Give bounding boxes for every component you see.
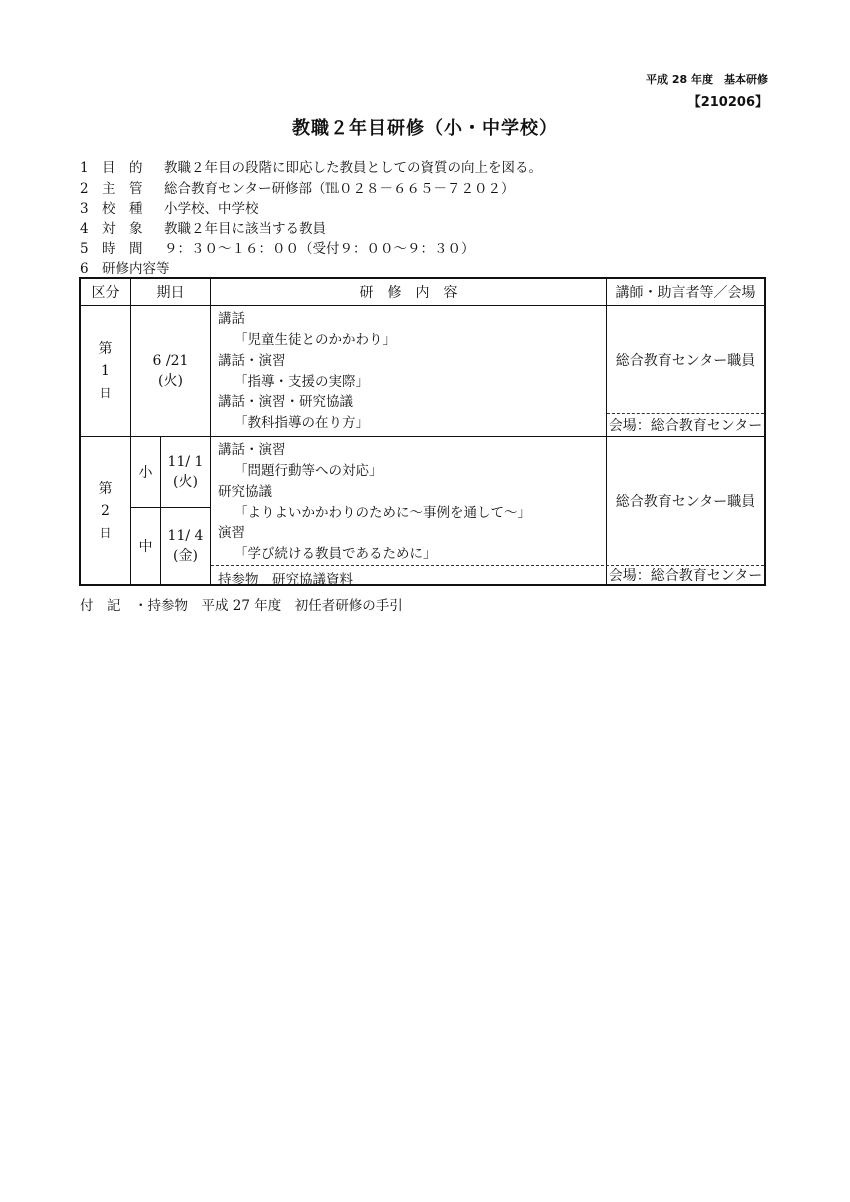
- day2-content-3: 研究協議: [218, 484, 272, 500]
- header-instructor: 講師・助言者等／会場: [615, 285, 756, 301]
- item-purpose: 1 目 的 教職２年目の段階に即応した教員としての資質の向上を図る。: [80, 160, 542, 176]
- day1-content-2: 「児童生徒とのかかわり」: [234, 332, 396, 348]
- header-content: 研 修 内 容: [359, 285, 458, 301]
- day1-content-6: 「教科指導の在り方」: [234, 415, 369, 431]
- day2-content-5: 演習: [218, 525, 245, 541]
- day2-content-2: 「問題行動等への対応」: [234, 463, 383, 479]
- day2-bring: 持参物 研究協議資料: [218, 572, 353, 588]
- page-title: 教職２年目研修（小・中学校）: [292, 118, 558, 139]
- day2-content-1: 講話・演習: [218, 442, 286, 458]
- item-content: 6 研修内容等: [80, 261, 170, 277]
- day2-chu-date: 11/ 4 (金): [167, 528, 204, 564]
- day1-content-3: 講話・演習: [218, 353, 286, 369]
- document-code: 【210206】: [687, 95, 768, 110]
- item-organizer: 2 主 管 総合教育センター研修部（℡０２８－６６５－７２０２）: [80, 181, 515, 197]
- day2-sho-label: 小: [138, 465, 153, 481]
- day2-label: 第 2 日: [98, 480, 113, 540]
- day2-content-6: 「学び続ける教員であるために」: [234, 546, 437, 562]
- day2-venue: 会場：総合教育センター: [608, 568, 763, 584]
- day1-date: 6 /21 (火): [152, 353, 189, 389]
- item-target: 4 対 象 教職２年目に該当する教員: [80, 221, 326, 237]
- day1-content-1: 講話: [218, 311, 245, 327]
- schedule-table: [79, 277, 766, 586]
- day2-chu-label: 中: [138, 539, 153, 555]
- footer-note: 付 記 ・持参物 平成 27 年度 初任者研修の手引: [80, 598, 403, 614]
- item-time: 5 時 間 ９：３０～１６：００（受付９：００～９：３０）: [80, 241, 475, 257]
- day2-sho-date: 11/ 1 (火): [167, 454, 204, 490]
- day1-content-4: 「指導・支援の実際」: [234, 374, 369, 390]
- day1-venue: 会場：総合教育センター: [608, 418, 763, 434]
- day1-label: 第 1 日: [98, 341, 113, 400]
- header-date: 期日: [156, 285, 185, 301]
- item-school-type: 3 校 種 小学校、中学校: [80, 201, 259, 217]
- year-label: 平成 28 年度 基本研修: [646, 73, 768, 86]
- day2-content-4: 「よりよいかかわりのために～事例を通して～」: [234, 505, 531, 521]
- day1-content-5: 講話・演習・研究協議: [218, 394, 353, 410]
- day1-instructor: 総合教育センター職員: [615, 352, 756, 369]
- day2-instructor: 総合教育センター職員: [615, 494, 756, 510]
- header-kubun: 区分: [91, 285, 120, 301]
